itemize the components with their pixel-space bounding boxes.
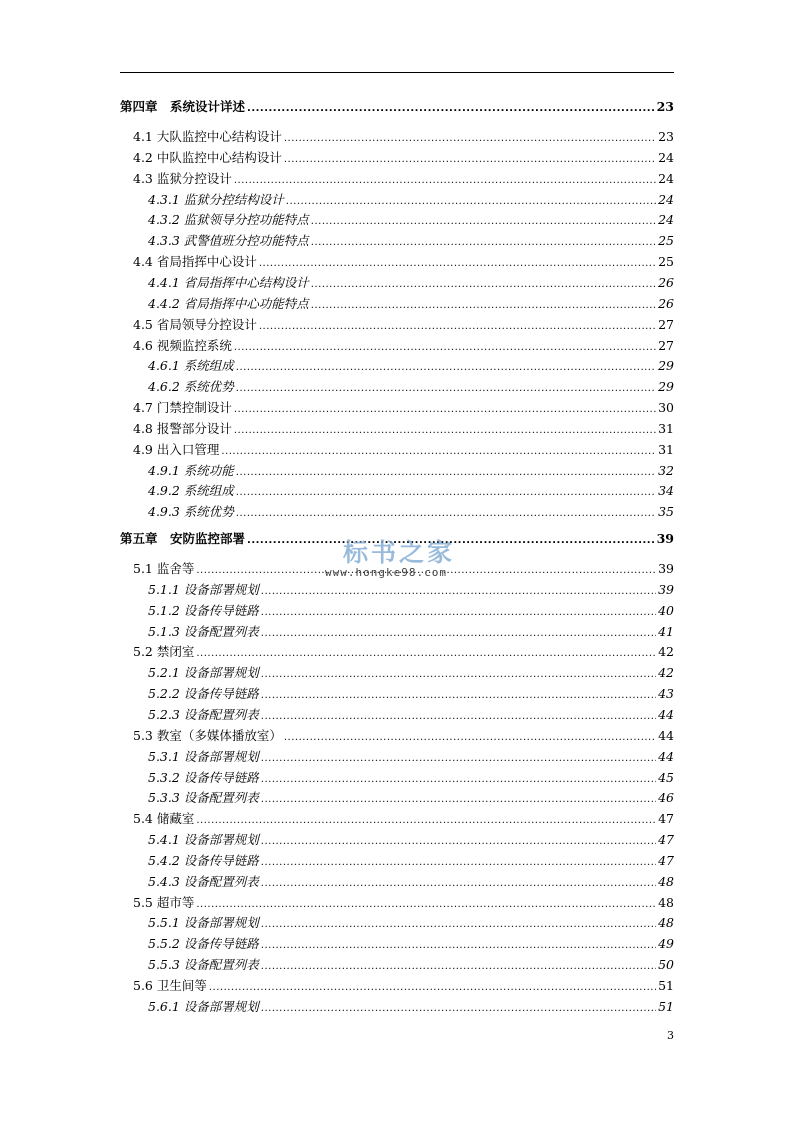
- toc-entry-title: 4.7 门禁控制设计: [133, 400, 232, 416]
- toc-chapter-entry[interactable]: [120, 529, 674, 549]
- toc-leader-dots: [261, 936, 656, 956]
- toc-entry[interactable]: [148, 461, 674, 481]
- toc-page-number: 31: [658, 441, 674, 457]
- toc-page-number: 41: [658, 623, 674, 639]
- toc-leader-dots: [261, 686, 656, 706]
- toc-entry-title: 第五章 安防监控部署: [120, 531, 246, 546]
- toc-leader-dots: [286, 192, 656, 212]
- toc-entry[interactable]: [133, 252, 674, 272]
- toc-leader-dots: [261, 874, 656, 894]
- toc-entry-title: 4.9 出入口管理: [133, 441, 220, 457]
- toc-entry[interactable]: [148, 580, 674, 600]
- toc-entry[interactable]: [148, 768, 674, 788]
- toc-leader-dots: [261, 770, 656, 790]
- toc-entry[interactable]: [148, 788, 674, 808]
- toc-page-number: 23: [656, 99, 674, 114]
- toc-page-number: 39: [658, 561, 674, 576]
- toc-entry[interactable]: [148, 210, 674, 230]
- toc-leader-dots: [259, 254, 656, 274]
- toc-entry-title: 4.1 大队监控中心结构设计: [133, 129, 282, 144]
- toc-page-number: 24: [658, 191, 674, 207]
- toc-page-number: 26: [658, 295, 674, 311]
- toc-leader-dots: [221, 442, 656, 462]
- toc-leader-dots: [261, 749, 656, 769]
- toc-entry[interactable]: [148, 190, 674, 210]
- toc-page-number: 49: [658, 936, 674, 952]
- toc-leader-dots: [247, 531, 655, 551]
- toc-entry-title: 4.6.1 系统组成: [148, 358, 234, 374]
- toc-entry-title: 5.1.1 设备部署规划: [148, 581, 259, 597]
- toc-leader-dots: [236, 358, 656, 378]
- toc-entry-title: 4.9.1 系统功能: [148, 462, 234, 478]
- toc-entry[interactable]: [148, 997, 674, 1017]
- toc-leader-dots: [261, 915, 656, 935]
- toc-leader-dots: [311, 212, 656, 232]
- toc-entry-title: 4.4.1 省局指挥中心结构设计: [148, 274, 309, 290]
- toc-leader-dots: [196, 895, 656, 915]
- toc-leader-dots: [209, 978, 656, 998]
- toc-page-number: 30: [658, 400, 674, 416]
- toc-entry-title: 5.3.2 设备传导链路: [148, 769, 259, 785]
- toc-page-number: 31: [658, 420, 674, 436]
- toc-leader-dots: [236, 379, 656, 399]
- toc-page-number: 51: [658, 998, 674, 1014]
- toc-leader-dots: [196, 811, 656, 831]
- toc-page-number: 45: [658, 769, 674, 785]
- toc-leader-dots: [261, 707, 656, 727]
- watermark-url: www.hongke98.com: [325, 566, 447, 579]
- toc-entry-title: 4.9.2 系统组成: [148, 483, 234, 499]
- toc-page-number: 48: [658, 873, 674, 889]
- toc-entry[interactable]: [133, 398, 674, 418]
- toc-page-number: 42: [658, 644, 674, 660]
- toc-entry[interactable]: [133, 419, 674, 439]
- toc-page-number: 42: [658, 665, 674, 681]
- toc-page-number: 43: [658, 686, 674, 702]
- toc-entry[interactable]: [148, 356, 674, 376]
- toc-entry[interactable]: [148, 705, 674, 725]
- toc-entry[interactable]: [133, 127, 674, 147]
- toc-entry-title: 5.2.2 设备传导链路: [148, 686, 259, 702]
- toc-page-number: 25: [658, 233, 674, 249]
- toc-page-number: 29: [658, 379, 674, 395]
- toc-entry[interactable]: [148, 934, 674, 954]
- toc-page-number: 24: [658, 212, 674, 228]
- toc-leader-dots: [196, 561, 656, 581]
- toc-leader-dots: [236, 483, 656, 503]
- toc-page-number: 46: [658, 790, 674, 806]
- toc-leader-dots: [261, 832, 656, 852]
- toc-page-number: 27: [658, 337, 674, 353]
- toc-entry-title: 4.9.3 系统优势: [148, 504, 234, 520]
- toc-page-number: 26: [658, 274, 674, 290]
- toc-entry[interactable]: [133, 169, 674, 189]
- toc-entry-title: 5.3.3 设备配置列表: [148, 790, 259, 806]
- toc-page-number: 47: [658, 811, 674, 827]
- toc-page-number: 40: [658, 602, 674, 618]
- toc-entry[interactable]: [133, 976, 674, 996]
- toc-page-number: 23: [658, 129, 674, 144]
- toc-entry[interactable]: [148, 294, 674, 314]
- toc-leader-dots: [234, 400, 656, 420]
- toc-leader-dots: [284, 150, 656, 170]
- toc-entry-title: 5.1 监舍等: [133, 561, 195, 576]
- toc-page-number: 39: [658, 581, 674, 597]
- toc-leader-dots: [261, 582, 656, 602]
- toc-leader-dots: [236, 463, 656, 483]
- toc-entry[interactable]: [148, 273, 674, 293]
- toc-entry-title: 4.4.2 省局指挥中心功能特点: [148, 295, 309, 311]
- toc-entry[interactable]: [148, 231, 674, 251]
- toc-page-number: 44: [658, 727, 674, 743]
- toc-page-number: 24: [658, 170, 674, 186]
- toc-page-number: 34: [658, 483, 674, 499]
- toc-entry-title: 5.6.1 设备部署规划: [148, 998, 259, 1014]
- toc-entry[interactable]: [148, 601, 674, 621]
- toc-entry[interactable]: [133, 726, 674, 746]
- toc-entry[interactable]: [148, 663, 674, 683]
- toc-entry-title: 5.5.3 设备配置列表: [148, 957, 259, 973]
- toc-page-number: 25: [658, 254, 674, 270]
- toc-leader-dots: [247, 99, 655, 119]
- toc-leader-dots: [234, 171, 656, 191]
- toc-entry-title: 4.5 省局领导分控设计: [133, 316, 257, 332]
- toc-entry[interactable]: [133, 440, 674, 460]
- toc-entry[interactable]: [148, 851, 674, 871]
- toc-leader-dots: [261, 853, 656, 873]
- toc-page-number: 32: [658, 462, 674, 478]
- toc-entry-title: 4.4 省局指挥中心设计: [133, 254, 257, 270]
- toc-entry-title: 4.3.2 监狱领导分控功能特点: [148, 212, 309, 228]
- toc-entry-title: 4.8 报警部分设计: [133, 420, 232, 436]
- toc-entry[interactable]: [133, 809, 674, 829]
- toc-leader-dots: [261, 603, 656, 623]
- toc-leader-dots: [311, 296, 656, 316]
- toc-entry[interactable]: [148, 481, 674, 501]
- toc-page-number: 48: [658, 894, 674, 910]
- toc-page-number: 51: [658, 978, 674, 993]
- toc-leader-dots: [261, 665, 656, 685]
- toc-leader-dots: [261, 790, 656, 810]
- toc-entry-title: 5.5 超市等: [133, 894, 195, 910]
- toc-entry-title: 5.1.2 设备传导链路: [148, 602, 259, 618]
- toc-entry-title: 4.3.1 监狱分控结构设计: [148, 191, 284, 207]
- toc-entry-title: 5.6 卫生间等: [133, 978, 207, 993]
- toc-page-number: 47: [658, 832, 674, 848]
- toc-entry-title: 5.4 储藏室: [133, 811, 195, 827]
- toc-entry-title: 5.4.1 设备部署规划: [148, 832, 259, 848]
- toc-leader-dots: [259, 317, 656, 337]
- toc-entry-title: 5.2.3 设备配置列表: [148, 706, 259, 722]
- toc-leader-dots: [284, 728, 656, 748]
- toc-entry-title: 5.2.1 设备部署规划: [148, 665, 259, 681]
- toc-entry-title: 第四章 系统设计详述: [120, 99, 246, 114]
- toc-entry-title: 5.1.3 设备配置列表: [148, 623, 259, 639]
- toc-leader-dots: [261, 999, 656, 1019]
- toc-leader-dots: [311, 233, 656, 253]
- toc-entry-title: 4.2 中队监控中心结构设计: [133, 149, 282, 165]
- toc-entry-title: 4.6 视频监控系统: [133, 337, 232, 353]
- toc-entry[interactable]: [148, 502, 674, 522]
- watermark-logo-text: 标书之家: [343, 538, 456, 567]
- toc-entry[interactable]: [133, 642, 674, 662]
- toc-entry-title: 5.4.2 设备传导链路: [148, 852, 259, 868]
- toc-leader-dots: [234, 338, 656, 358]
- toc-page-number: 24: [658, 149, 674, 165]
- toc-page-number: 35: [658, 504, 674, 520]
- toc-leader-dots: [311, 275, 656, 295]
- toc-entry[interactable]: [148, 747, 674, 767]
- toc-entry[interactable]: [148, 872, 674, 892]
- toc-page-number: 44: [658, 748, 674, 764]
- toc-entry-title: 5.4.3 设备配置列表: [148, 873, 259, 889]
- page-number: 3: [667, 1029, 674, 1042]
- toc-entry[interactable]: [133, 559, 674, 579]
- toc-entry-title: 5.3.1 设备部署规划: [148, 748, 259, 764]
- toc-page-number: 39: [656, 531, 674, 546]
- toc-leader-dots: [196, 644, 656, 664]
- toc-entry-title: 4.3.3 武警值班分控功能特点: [148, 233, 309, 249]
- toc-entry[interactable]: [133, 336, 674, 356]
- toc-entry[interactable]: [148, 830, 674, 850]
- toc-leader-dots: [261, 957, 656, 977]
- toc-leader-dots: [234, 421, 656, 441]
- toc-leader-dots: [236, 504, 656, 524]
- toc-chapter-entry[interactable]: [120, 97, 674, 117]
- toc-entry-title: 5.5.2 设备传导链路: [148, 936, 259, 952]
- toc-entry[interactable]: [148, 622, 674, 642]
- toc-page-number: 44: [658, 706, 674, 722]
- toc-page-number: 29: [658, 358, 674, 374]
- toc-leader-dots: [284, 129, 656, 149]
- toc-entry[interactable]: [148, 377, 674, 397]
- toc-entry-title: 5.3 教室（多媒体播放室）: [133, 727, 282, 743]
- toc-entry[interactable]: [133, 148, 674, 168]
- toc-leader-dots: [261, 624, 656, 644]
- toc-entry-title: 5.2 禁闭室: [133, 644, 195, 660]
- toc-entry[interactable]: [133, 315, 674, 335]
- toc-page-number: 27: [658, 316, 674, 332]
- toc-entry-title: 4.6.2 系统优势: [148, 379, 234, 395]
- toc-entry[interactable]: [133, 893, 674, 913]
- toc-entry[interactable]: [148, 955, 674, 975]
- toc-entry[interactable]: [148, 913, 674, 933]
- toc-page-number: 47: [658, 852, 674, 868]
- toc-page-number: 48: [658, 915, 674, 931]
- toc-entry-title: 5.5.1 设备部署规划: [148, 915, 259, 931]
- toc-entry[interactable]: [148, 684, 674, 704]
- toc-entry-title: 4.3 监狱分控设计: [133, 170, 232, 186]
- toc-page-number: 50: [658, 957, 674, 973]
